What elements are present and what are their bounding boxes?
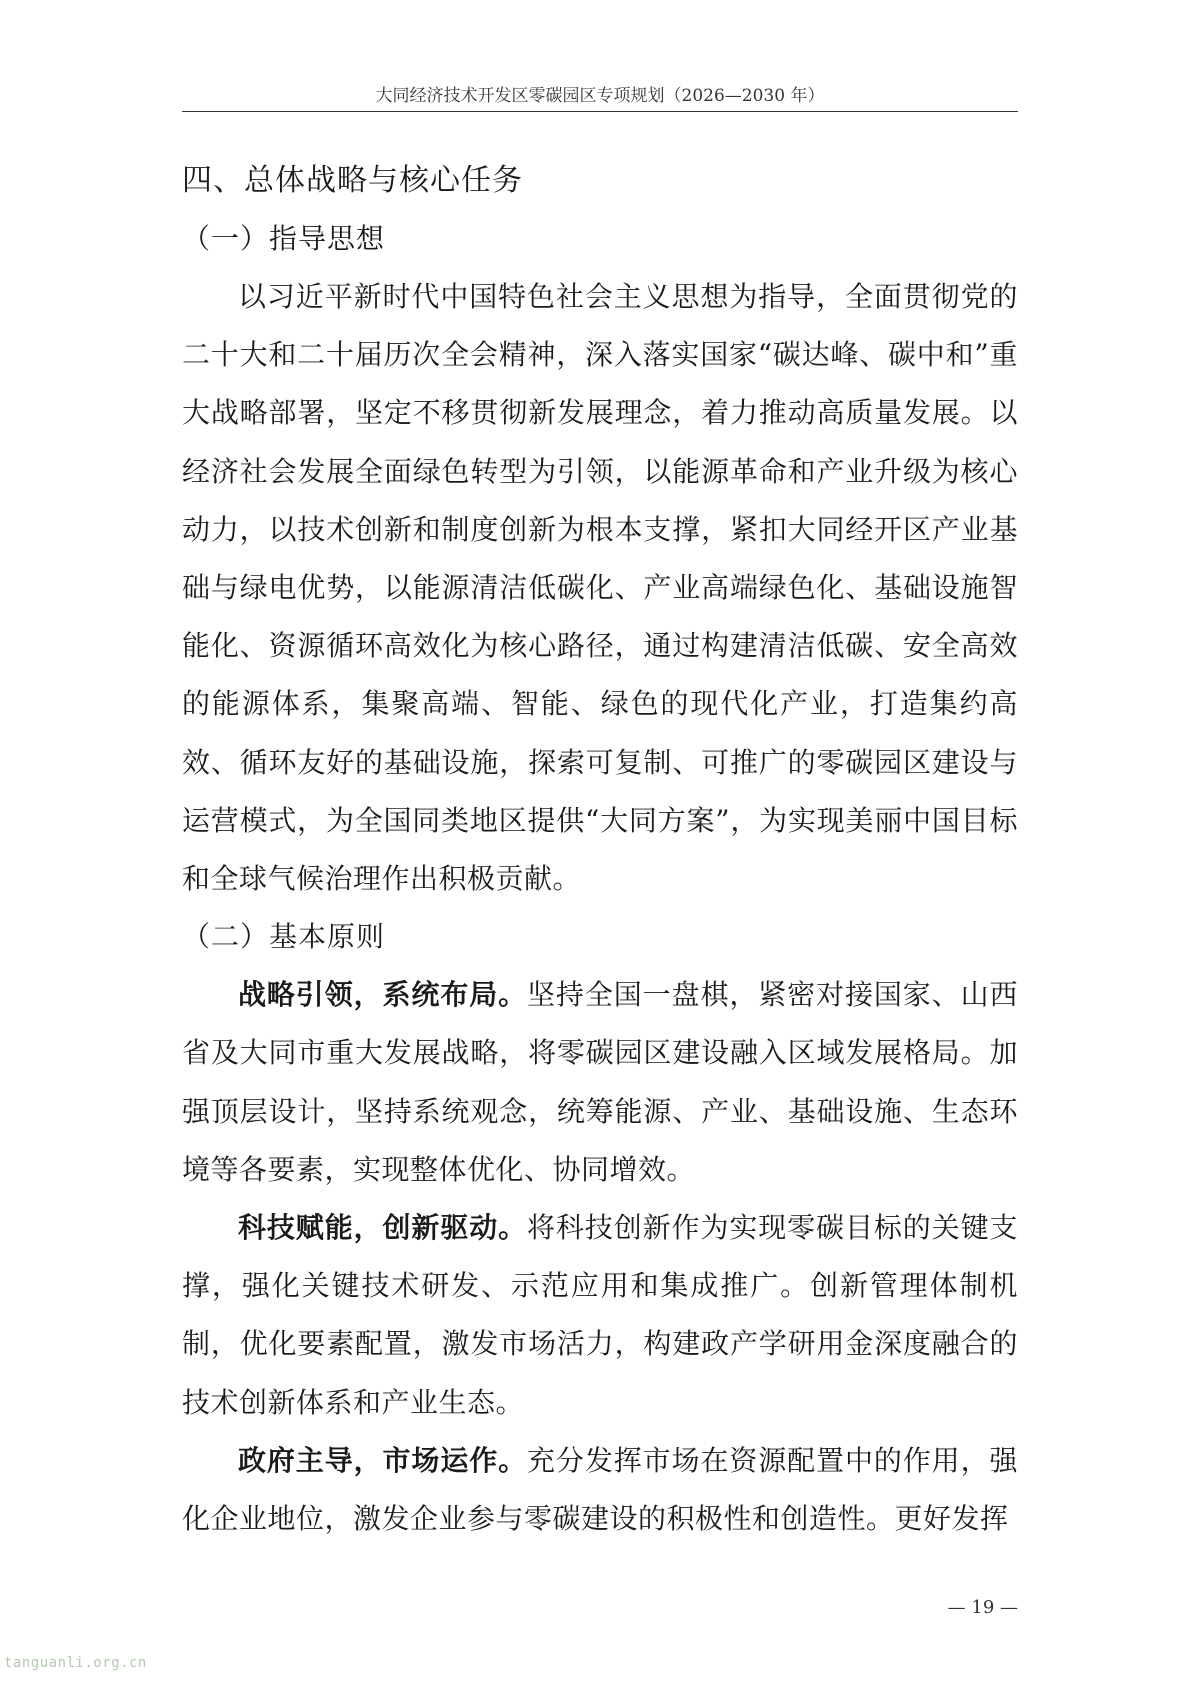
principle-lead: 科技赋能，创新驱动。 [238, 1211, 528, 1245]
section-title: 四、总体战略与核心任务 [182, 163, 523, 198]
subsection-title-principles: （二）基本原则 [182, 920, 386, 954]
subsection-title-guiding: （一）指导思想 [182, 222, 386, 255]
paragraph-guiding: 以习近平新时代中国特色社会主义思想为指导，全面贯彻党的二十大和二十届历次全会精神，深入落实国家“碳达峰、碳中和”重大战略部署，坚定不移贯彻新发展理念，着力推动高质量发展。以经济社会发展全面绿色转型为引领，以能源革命和产业升级为核心动力，以技术创新和制度创新为根本支撑，紧扣大同经开区产业基础与绿电优势，以能源清洁低碳化、产业高端绿色化、基础设施智能化、资源循环高效化为核心路径，通过构建清洁低碳、安全高效的能源体系，集聚高端、智能、绿色的现代化产业，打造集约高效、循环友好的基础设施，探索可复制、可推广的零碳园区建设与运营模式，为全国同类地区提供“大同方案”，为实现美丽中国目标和全球气候治理作出积极贡献。 [182, 280, 1018, 896]
principle-text: 充分发挥市场在资源配置中的作用，强化企业地位，激发企业参与零碳建设的积极性和创造性。更好发挥 [182, 1443, 1018, 1536]
principle-text: 坚持全国一盘棋，紧密对接国家、山西省及大同市重大发展战略，将零碳园区建设融入区域发展格局。加强顶层设计，坚持系统观念，统筹能源、产业、基础设施、生态环境等各要素，实现整体优化、协同增效。 [182, 978, 1018, 1186]
principle-paragraph [182, 1432, 1018, 1548]
page-content [182, 152, 1018, 1548]
principle-lead: 战略引领，系统布局。 [238, 978, 528, 1012]
page-number: — 19 — [947, 1597, 1018, 1618]
principle-lead: 政府主导，市场运作。 [238, 1443, 528, 1477]
principle-paragraph [182, 966, 1018, 1199]
running-header: 大同经济技术开发区零碳园区专项规划（2026—2030 年） [375, 86, 825, 106]
watermark: tanguanli.org.cn [4, 1655, 147, 1671]
header-rule [182, 111, 1018, 112]
principle-text: 将科技创新作为实现零碳目标的关键支撑，强化关键技术研发、示范应用和集成推广。创新管理体制机制，优化要素配置，激发市场活力，构建政产学研用金深度融合的技术创新体系和产业生态。 [182, 1211, 1018, 1419]
principle-paragraph [182, 1199, 1018, 1432]
